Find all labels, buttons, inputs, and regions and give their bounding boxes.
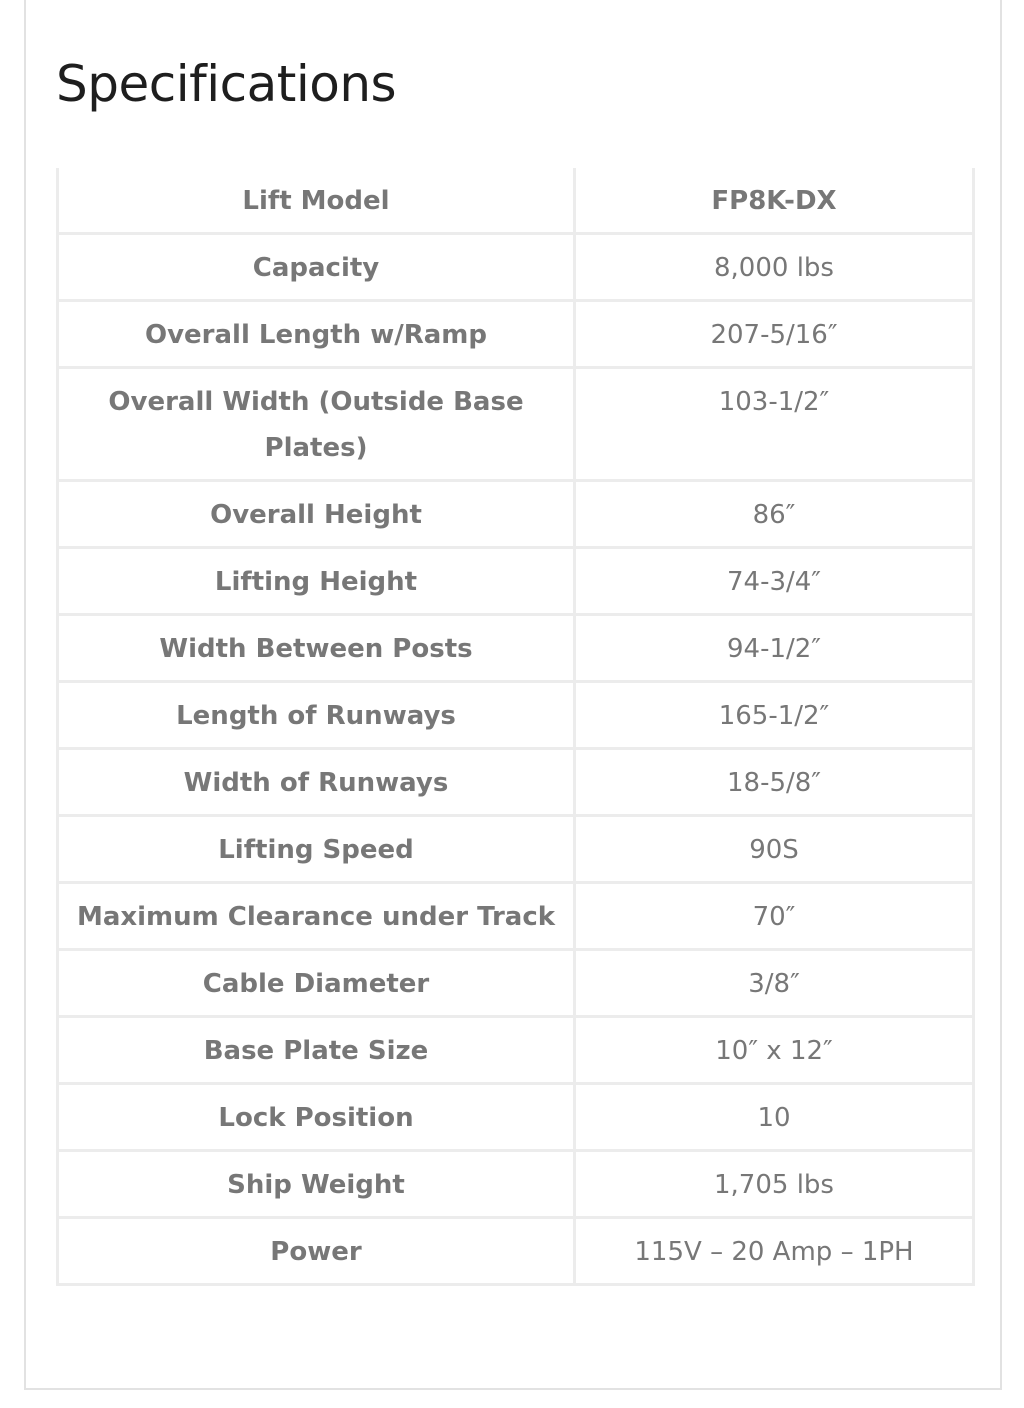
spec-value: 103-1/2″: [575, 368, 974, 481]
spec-label: Maximum Clearance under Track: [58, 883, 575, 950]
spec-label: Base Plate Size: [58, 1017, 575, 1084]
spec-label: Overall Length w/Ramp: [58, 301, 575, 368]
table-row: [58, 816, 974, 883]
table-row: [58, 1218, 974, 1285]
spec-label: Ship Weight: [58, 1151, 575, 1218]
spec-value: 90S: [575, 816, 974, 883]
table-row-lift-model: [58, 168, 974, 234]
spec-label: Cable Diameter: [58, 950, 575, 1017]
spec-label: Overall Height: [58, 481, 575, 548]
spec-label: Lock Position: [58, 1084, 575, 1151]
spec-label: Length of Runways: [58, 682, 575, 749]
spec-label: Width of Runways: [58, 749, 575, 816]
spec-value: 94-1/2″: [575, 615, 974, 682]
table-row: [58, 368, 974, 481]
specifications-table: [56, 168, 975, 1286]
table-row: [58, 481, 974, 548]
table-row: [58, 548, 974, 615]
spec-value: 86″: [575, 481, 974, 548]
spec-label: Overall Width (Outside Base Plates): [58, 368, 575, 481]
spec-value: 165-1/2″: [575, 682, 974, 749]
spec-value: 10″ x 12″: [575, 1017, 974, 1084]
specifications-panel: [24, 0, 1002, 1390]
table-row: [58, 1084, 974, 1151]
spec-value: 8,000 lbs: [575, 234, 974, 301]
spec-label: Lift Model: [58, 168, 575, 234]
spec-value: 3/8″: [575, 950, 974, 1017]
table-row: [58, 301, 974, 368]
table-row: [58, 950, 974, 1017]
table-row: [58, 615, 974, 682]
spec-value: 18-5/8″: [575, 749, 974, 816]
table-row: [58, 682, 974, 749]
spec-label: Lifting Height: [58, 548, 575, 615]
table-row: [58, 883, 974, 950]
page-title: Specifications: [56, 55, 397, 113]
spec-label: Lifting Speed: [58, 816, 575, 883]
spec-value: FP8K-DX: [575, 168, 974, 234]
spec-label: Power: [58, 1218, 575, 1285]
spec-value: 207-5/16″: [575, 301, 974, 368]
table-row: [58, 234, 974, 301]
spec-label: Capacity: [58, 234, 575, 301]
spec-label: Width Between Posts: [58, 615, 575, 682]
spec-value: 70″: [575, 883, 974, 950]
spec-value: 10: [575, 1084, 974, 1151]
spec-value: 74-3/4″: [575, 548, 974, 615]
table-row: [58, 1017, 974, 1084]
spec-value: 115V – 20 Amp – 1PH: [575, 1218, 974, 1285]
table-row: [58, 1151, 974, 1218]
table-row: [58, 749, 974, 816]
spec-value: 1,705 lbs: [575, 1151, 974, 1218]
